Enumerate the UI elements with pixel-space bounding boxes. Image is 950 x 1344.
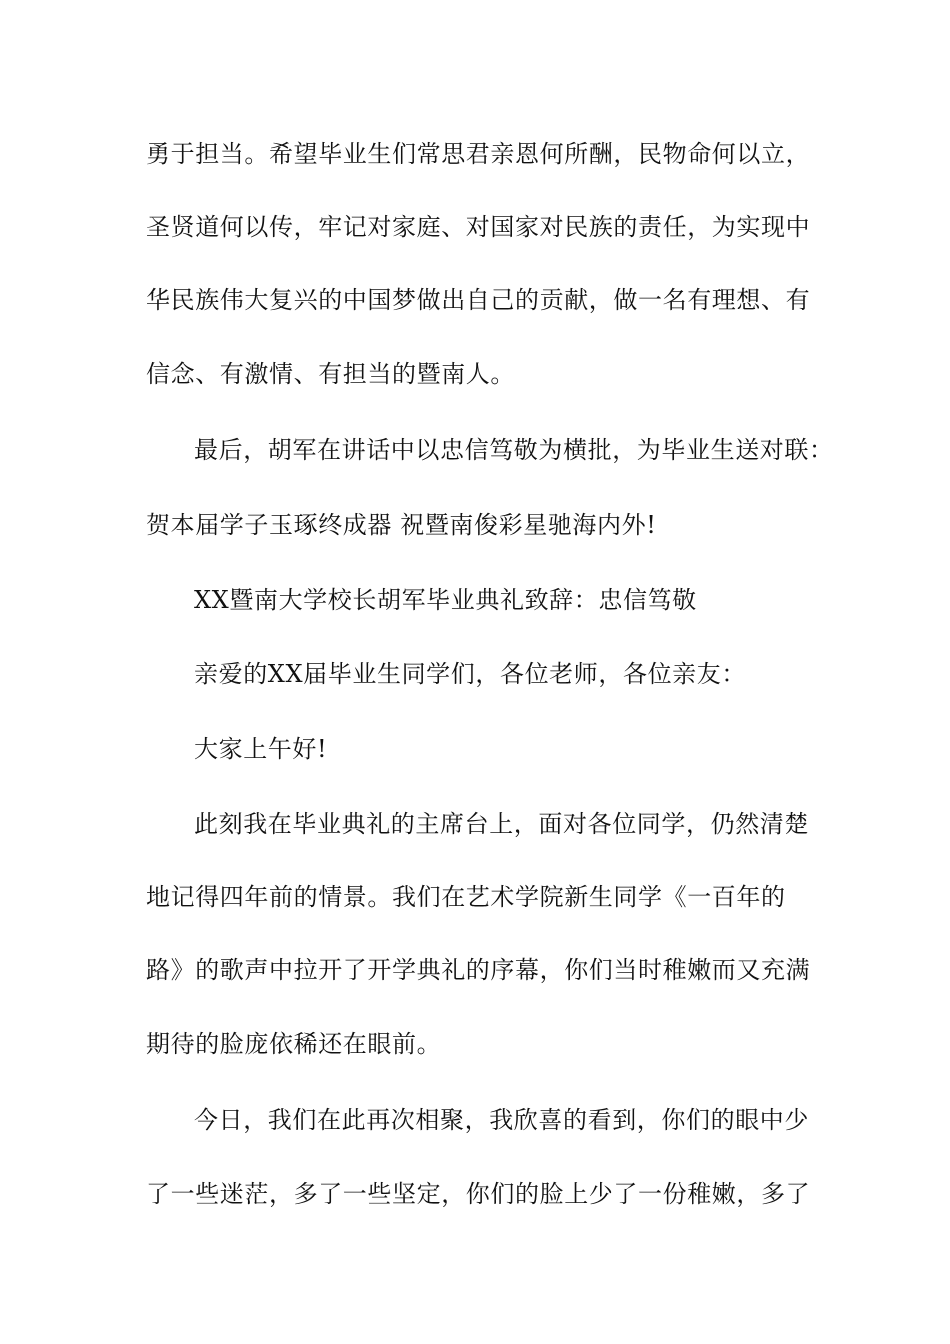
text-line: 地记得四年前的情景。我们在艺术学院新生同学《一百年的 [146, 883, 786, 911]
text-line: 亲爱的XX届毕业生同学们，各位老师，各位亲友： [194, 660, 746, 688]
text-line: 圣贤道何以传，牢记对家庭、对国家对民族的责任，为实现中 [146, 213, 811, 241]
text-line: 最后，胡军在讲话中以忠信笃敬为横批，为毕业生送对联： [194, 436, 834, 464]
text-line: XX暨南大学校长胡军毕业典礼致辞：忠信笃敬 [194, 586, 697, 614]
text-line: 期待的脸庞依稀还在眼前。 [146, 1030, 442, 1058]
text-line: 贺本届学子玉琢终成器 祝暨南俊彩星驰海内外! [146, 511, 657, 539]
text-line: 大家上午好! [194, 735, 328, 763]
text-line: 路》的歌声中拉开了开学典礼的序幕，你们当时稚嫩而又充满 [146, 956, 811, 984]
text-line: 勇于担当。希望毕业生们常思君亲恩何所酬，民物命何以立， [146, 140, 811, 168]
text-line: 信念、有激情、有担当的暨南人。 [146, 360, 515, 388]
text-line: 今日，我们在此再次相聚，我欣喜的看到，你们的眼中少 [194, 1106, 809, 1134]
text-line: 了一些迷茫，多了一些坚定，你们的脸上少了一份稚嫩，多了 [146, 1180, 811, 1208]
text-line: 华民族伟大复兴的中国梦做出自己的贡献，做一名有理想、有 [146, 286, 811, 314]
text-line: 此刻我在毕业典礼的主席台上，面对各位同学，仍然清楚 [194, 810, 809, 838]
